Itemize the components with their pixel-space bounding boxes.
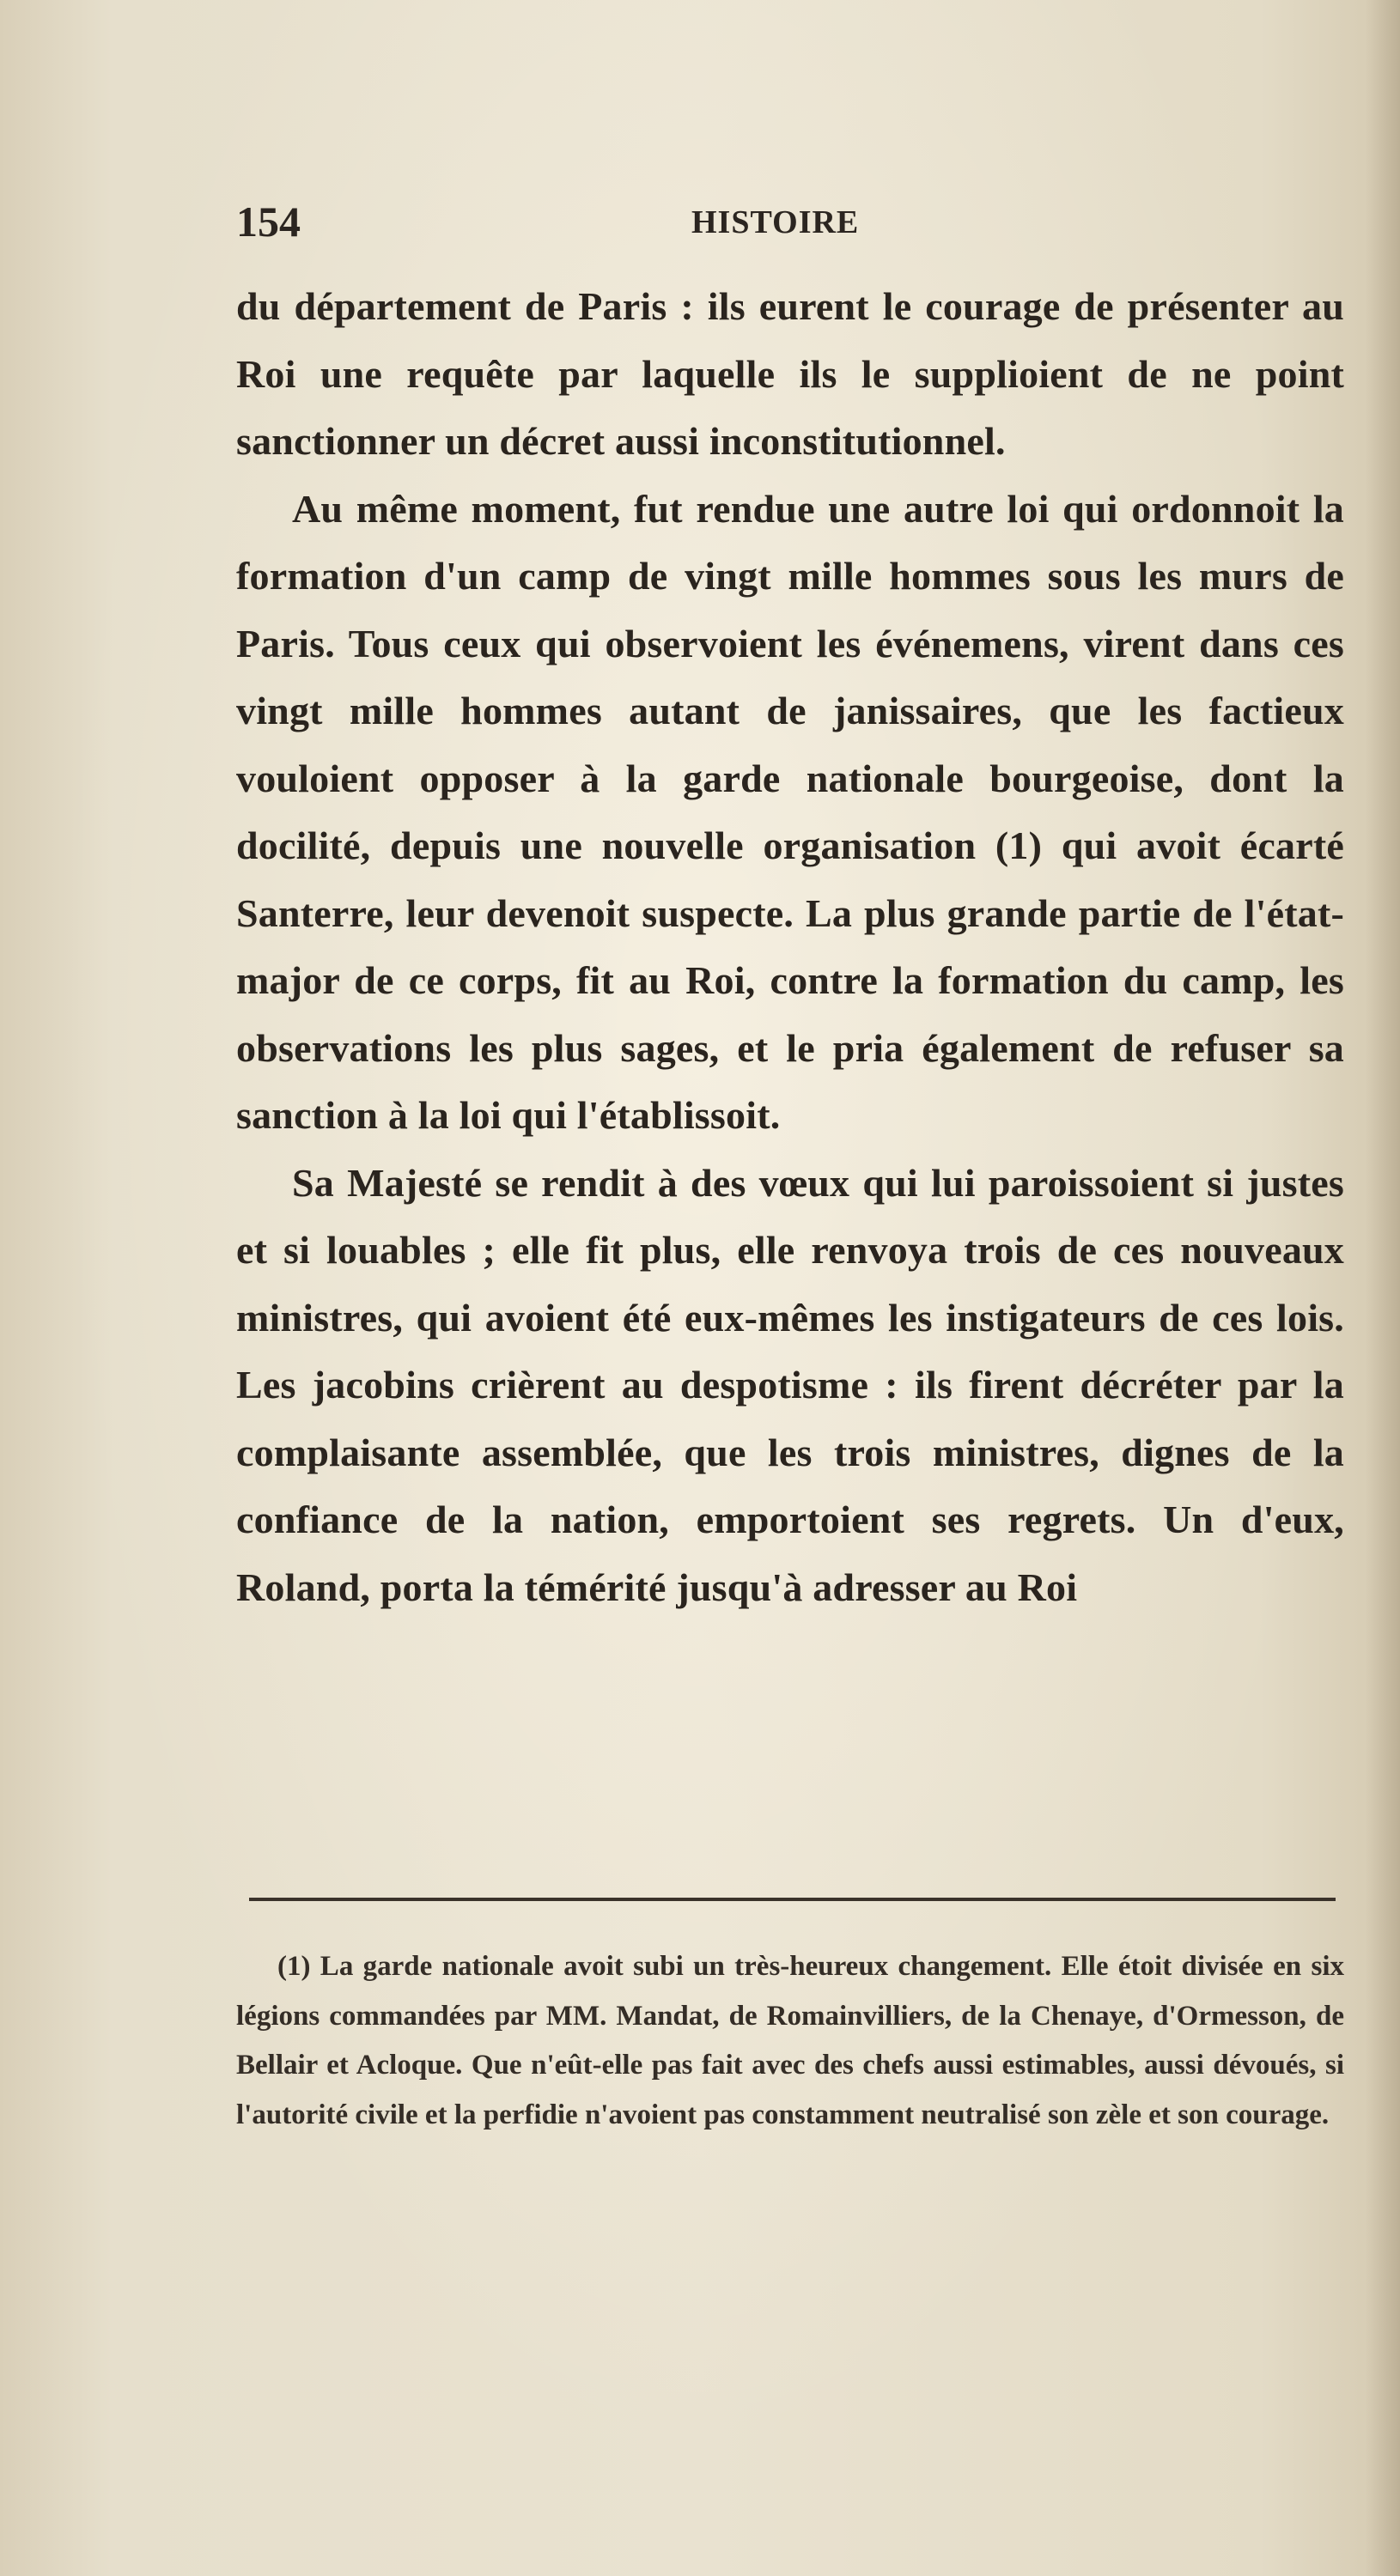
- main-text: [236, 273, 1344, 1621]
- page-number: 154: [236, 197, 301, 246]
- page-edge-shadow: [1366, 0, 1400, 2576]
- paragraph: Au même moment, fut rendue une autre loi qui ordonnoit la formation d'un camp de vingt mille hommes sous les murs de Paris. Tous ceux qui observoient les événemens, virent dans ces vingt mille hommes autant de janissaires, que les factieux vouloient opposer à la garde nationale bourgeoise, dont la docilité, depuis une nouvelle organisation (1) qui avoit écarté Santerre, leur devenoit suspecte. La plus grande partie de l'état-major de ce corps, fit au Roi, contre la formation du camp, les observations les plus sages, et le pria également de refuser sa sanction à la loi qui l'établissoit.: [236, 486, 1344, 1137]
- paragraph: du département de Paris : ils eurent le courage de présenter au Roi une requête par laquelle ils le supplioient de ne point sanctionner un décret aussi inconstitutionnel.: [236, 284, 1344, 463]
- paragraph: Sa Majesté se rendit à des vœux qui lui paroissoient si justes et si louables ; elle fit plus, elle renvoya trois de ces nouveaux ministres, qui avoient été eux-mêmes les instigateurs de ces lois. Les jacobins crièrent au despotisme : ils firent décréter par la complaisante assemblée, que les trois ministres, dignes de la confiance de la nation, emportoient ses regrets. Un d'eux, Roland, porta la témérité jusqu'à adresser au Roi: [236, 1160, 1344, 1609]
- page-header: [236, 196, 1344, 247]
- footnote: (1) La garde nationale avoit subi un très-heureux changement. Elle étoit divisée en six légions commandées par MM. Mandat, de Romainvilliers, de la Chenaye, d'Ormesson, de Bellair et Acloque. Que n'eût-elle pas fait avec des chefs aussi estimables, aussi dévoués, si l'autorité civile et la perfidie n'avoient pas constamment neutralisé son zèle et son courage.: [236, 1951, 1344, 2130]
- running-head: HISTOIRE: [691, 204, 860, 240]
- footnote-divider: [249, 1898, 1336, 1901]
